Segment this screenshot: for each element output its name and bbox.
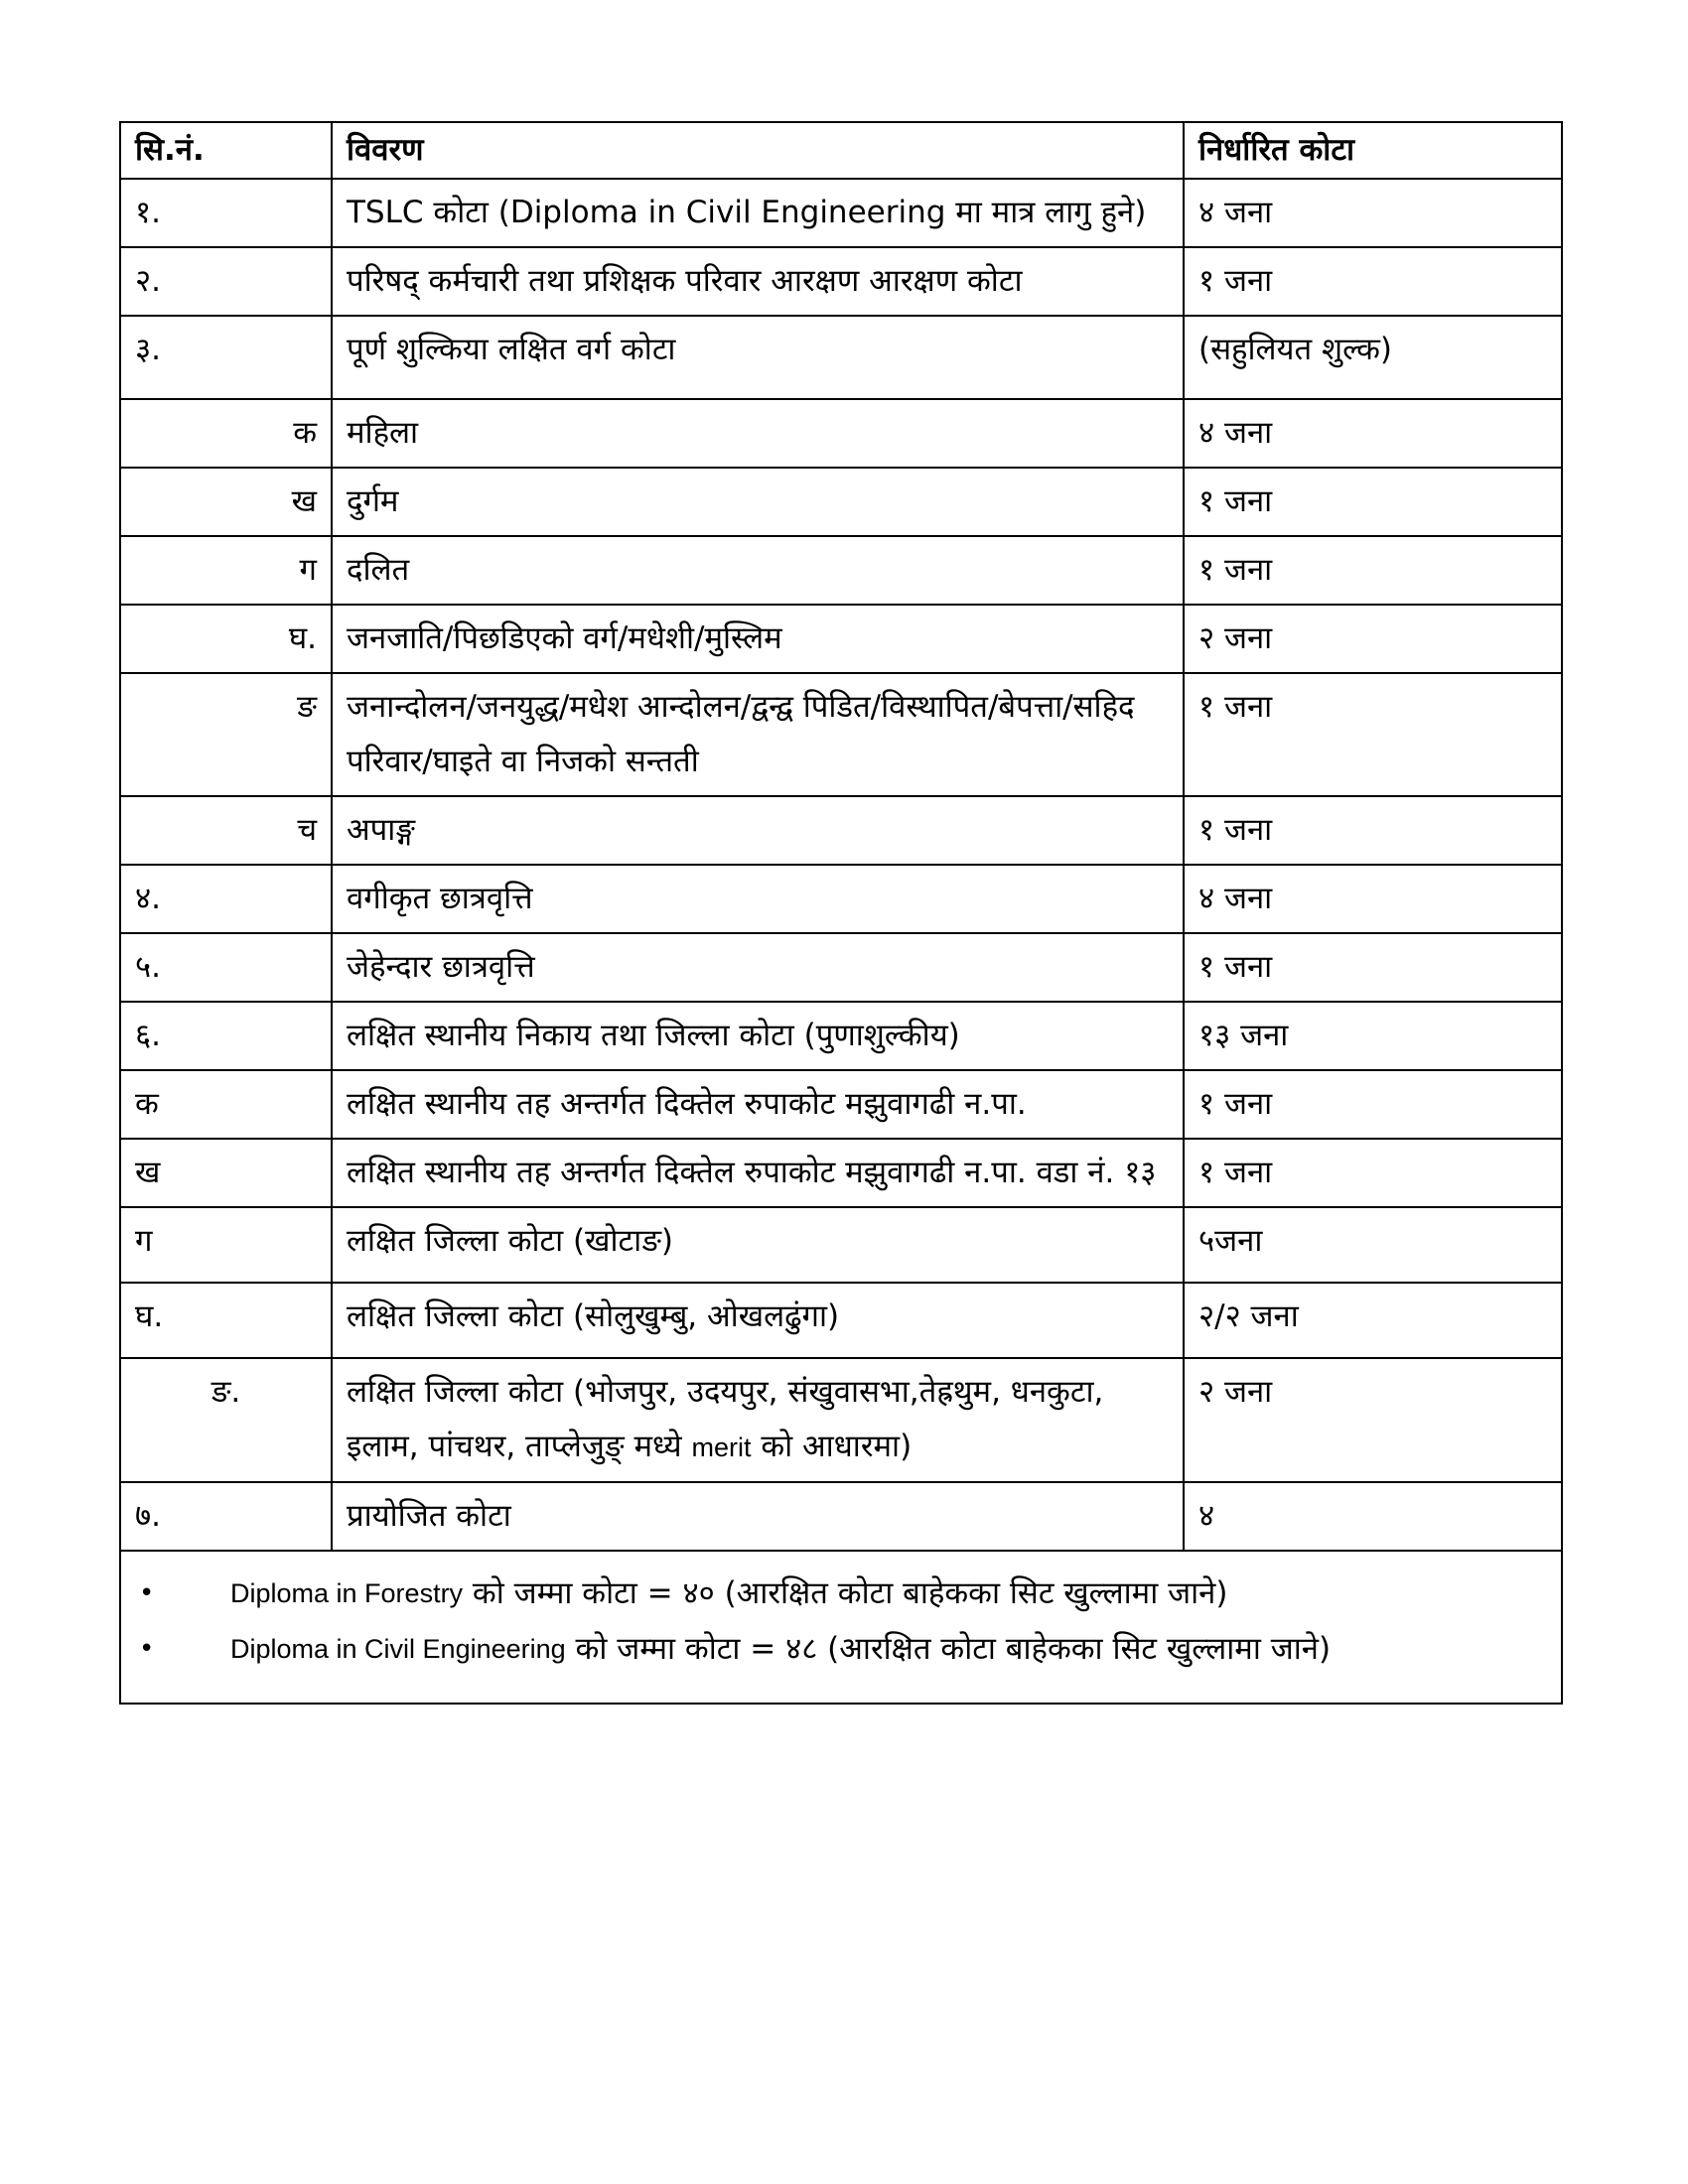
table-row <box>121 536 1561 605</box>
quota-table <box>121 123 1561 1552</box>
table-row <box>121 247 1561 316</box>
table-header-row <box>121 123 1561 179</box>
row-serial: ख <box>121 468 332 536</box>
row-description: लक्षित स्थानीय तह अन्तर्गत दिक्तेल रुपाकोट मझुवागढी न.पा. <box>332 1070 1184 1139</box>
quota-document <box>119 121 1563 1705</box>
row-serial: ३. <box>121 316 332 399</box>
row-serial: ६. <box>121 1002 332 1070</box>
table-row <box>121 605 1561 673</box>
row-serial: ङ. <box>121 1358 332 1482</box>
row-description <box>332 1358 1184 1482</box>
note-text: को जम्मा कोटा = ४० (आरक्षित कोटा बाहेकका सिट खुल्लामा जाने) <box>463 1575 1228 1611</box>
table-row <box>121 468 1561 536</box>
row-description: अपाङ्ग <box>332 796 1184 865</box>
table-row <box>121 1207 1561 1283</box>
quota-notes <box>121 1552 1561 1703</box>
note-program: Diploma in Civil Engineering <box>230 1634 566 1664</box>
note-forestry <box>131 1566 1551 1621</box>
table-row <box>121 1358 1561 1482</box>
table-row <box>121 1482 1561 1551</box>
row-description: जनान्दोलन/जनयुद्ध/मधेश आन्दोलन/द्वन्द्व पिडित/विस्थापित/बेपत्ता/सहिद परिवार/घाइते वा निजको सन्तती <box>332 673 1184 796</box>
table-row <box>121 673 1561 796</box>
row-serial: क <box>121 399 332 468</box>
row-description: लक्षित स्थानीय निकाय तथा जिल्ला कोटा (पुणाशुल्कीय) <box>332 1002 1184 1070</box>
row-quota: १ जना <box>1184 1070 1561 1139</box>
row-quota: ४ जना <box>1184 399 1561 468</box>
row-description-text: TSLC कोटा (Diploma in Civil Engineering मा मात्र लागु हुने) <box>347 195 1147 230</box>
table-row <box>121 1070 1561 1139</box>
row-quota: २/२ जना <box>1184 1283 1561 1358</box>
row-quota: १३ जना <box>1184 1002 1561 1070</box>
row-serial: ५. <box>121 933 332 1002</box>
table-row <box>121 179 1561 247</box>
row-quota: ४ जना <box>1184 865 1561 933</box>
header-serial-number: सि.नं. <box>121 123 332 179</box>
row-description: जेहेन्दार छात्रवृत्ति <box>332 933 1184 1002</box>
table-row <box>121 933 1561 1002</box>
row-quota: १ जना <box>1184 933 1561 1002</box>
table-row <box>121 1283 1561 1358</box>
row-description: प्रायोजित कोटा <box>332 1482 1184 1551</box>
table-row <box>121 796 1561 865</box>
bullet-icon: • <box>139 1578 155 1608</box>
row-serial: १. <box>121 179 332 247</box>
note-program: Diploma in Forestry <box>230 1578 464 1608</box>
row-quota: ५जना <box>1184 1207 1561 1283</box>
table-row <box>121 1002 1561 1070</box>
row-quota: (सहुलियत शुल्क) <box>1184 316 1561 399</box>
row-description: दलित <box>332 536 1184 605</box>
row-quota: १ जना <box>1184 247 1561 316</box>
row-serial: ङ <box>121 673 332 796</box>
row-description: लक्षित जिल्ला कोटा (सोलुखुम्बु, ओखलढुंगा) <box>332 1283 1184 1358</box>
table-row <box>121 1139 1561 1207</box>
row-description: परिषद् कर्मचारी तथा प्रशिक्षक परिवार आरक्षण आरक्षण कोटा <box>332 247 1184 316</box>
row-serial: घ. <box>121 1283 332 1358</box>
row-quota: २ जना <box>1184 605 1561 673</box>
row-serial: ग <box>121 536 332 605</box>
note-civil <box>131 1621 1551 1677</box>
row-description: जनजाति/पिछडिएको वर्ग/मधेशी/मुस्लिम <box>332 605 1184 673</box>
row-quota: १ जना <box>1184 1139 1561 1207</box>
row-quota: १ जना <box>1184 468 1561 536</box>
row-serial: ख <box>121 1139 332 1207</box>
table-row <box>121 316 1561 399</box>
row-description: लक्षित जिल्ला कोटा (खोटाङ) <box>332 1207 1184 1283</box>
row-serial: ४. <box>121 865 332 933</box>
row-serial: २. <box>121 247 332 316</box>
row-serial: क <box>121 1070 332 1139</box>
row-serial: ग <box>121 1207 332 1283</box>
row-serial: घ. <box>121 605 332 673</box>
row-quota: ४ <box>1184 1482 1561 1551</box>
row-quota: २ जना <box>1184 1358 1561 1482</box>
bullet-icon: • <box>139 1634 155 1664</box>
row-description: पूर्ण शुल्किया लक्षित वर्ग कोटा <box>332 316 1184 399</box>
row-quota: १ जना <box>1184 796 1561 865</box>
header-description: विवरण <box>332 123 1184 179</box>
row-description: दुर्गम <box>332 468 1184 536</box>
row-description: महिला <box>332 399 1184 468</box>
table-row <box>121 399 1561 468</box>
row-quota: १ जना <box>1184 536 1561 605</box>
row-quota: १ जना <box>1184 673 1561 796</box>
table-row <box>121 865 1561 933</box>
header-allocated-quota: निर्धारित कोटा <box>1184 123 1561 179</box>
row-description <box>332 179 1184 247</box>
row-serial: च <box>121 796 332 865</box>
row-serial: ७. <box>121 1482 332 1551</box>
row-quota: ४ जना <box>1184 179 1561 247</box>
row-description-text: लक्षित जिल्ला कोटा (भोजपुर, उदयपुर, संखुवासभा,तेह्रथुम, धनकुटा, इलाम, पांचथर, ताप्लेजुङ् मध्ये <box>347 1374 1104 1464</box>
row-description-latin: merit <box>691 1433 752 1462</box>
row-description: लक्षित स्थानीय तह अन्तर्गत दिक्तेल रुपाकोट मझुवागढी न.पा. वडा नं. १३ <box>332 1139 1184 1207</box>
note-text: को जम्मा कोटा = ४८ (आरक्षित कोटा बाहेकका सिट खुल्लामा जाने) <box>565 1631 1332 1667</box>
row-description-text-end: को आधारमा) <box>751 1429 913 1464</box>
row-description: वगीकृत छात्रवृत्ति <box>332 865 1184 933</box>
